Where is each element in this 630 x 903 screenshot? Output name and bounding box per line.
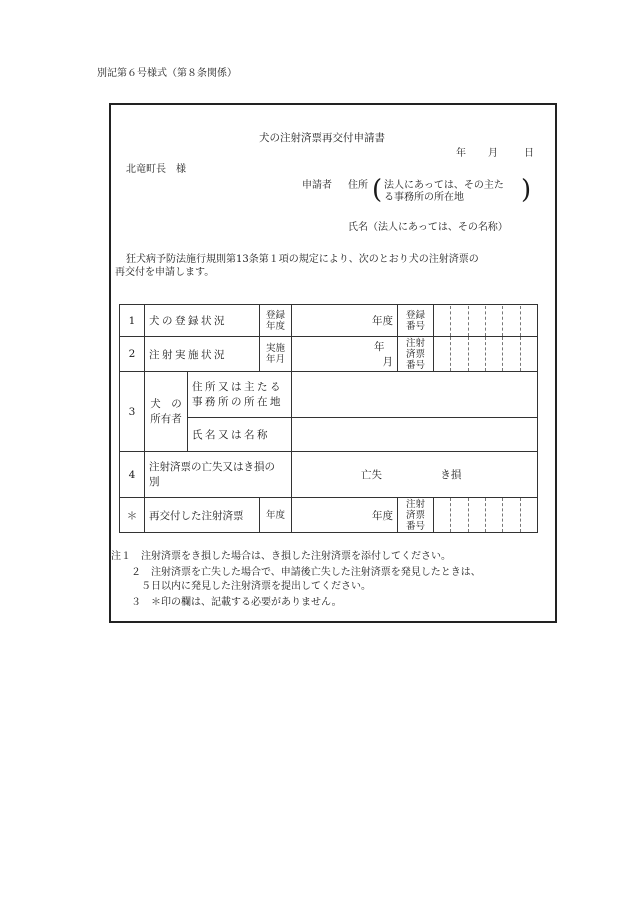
name-label[interactable]: 氏名（法人にあっては、その名称）: [348, 222, 508, 233]
code-label: 登録 番号: [398, 305, 434, 337]
tag-number-field[interactable]: [434, 337, 538, 372]
owner-name-label: 氏名又は名称: [188, 418, 292, 452]
note-2: ２ 注射済票を亡失した場合で、申請後亡失した注射済票を発見したときは、: [131, 567, 481, 578]
code-label: 注射 済票 番号: [398, 498, 434, 533]
date-year[interactable]: 年: [456, 148, 466, 159]
row-label: 犬の登録状況: [145, 305, 260, 337]
address-input-area[interactable]: [348, 206, 538, 218]
registration-year-field[interactable]: 年度: [292, 305, 398, 337]
row-number: 4: [120, 452, 145, 498]
table-row: [120, 372, 538, 418]
row-label: 注射済票の亡失又はき損の 別: [145, 452, 292, 498]
row-number: 2: [120, 337, 145, 372]
registration-number-field[interactable]: [434, 305, 538, 337]
sub-label: 年度: [260, 498, 292, 533]
address-note-1: 法人にあっては、その主た: [384, 180, 504, 191]
application-table: [119, 304, 538, 533]
date-day[interactable]: 日: [524, 148, 534, 159]
sub-label: 実施 年月: [260, 337, 292, 372]
table-row: [120, 498, 538, 533]
row-label: 注射実施状況: [145, 337, 260, 372]
body-text-1: 狂犬病予防法施行規則第13条第１項の規定により、次のとおり犬の注射済票の: [126, 254, 479, 265]
note-2-cont: ５日以内に発見した注射済票を提出してください。: [141, 581, 371, 592]
close-paren: ): [521, 175, 532, 205]
note-3: ３ ＊印の欄は、記載する必要がありません。: [131, 597, 342, 608]
open-paren: (: [372, 175, 383, 205]
table-row: [120, 305, 538, 337]
owner-name-field[interactable]: [292, 418, 538, 452]
note-1: 注１ 注射済票をき損した場合は、き損した注射済票を添付してください。: [111, 551, 451, 562]
reissued-year-field[interactable]: 年度: [292, 498, 398, 533]
form-title: 犬の注射済票再交付申請書: [259, 132, 385, 144]
option-lost[interactable]: 亡失: [361, 469, 382, 481]
owner-address-label: 住所又は主たる 事務所の所在地: [188, 372, 292, 418]
injection-date-field[interactable]: 年 月: [292, 337, 398, 372]
address-label: 住所: [348, 180, 368, 191]
code-label: 注射 済票 番号: [398, 337, 434, 372]
table-row: [120, 452, 538, 498]
reissued-number-field[interactable]: [434, 498, 538, 533]
row-number: 3: [120, 372, 145, 452]
lost-damaged-field[interactable]: [292, 452, 538, 498]
row-label: 犬 の 所有者: [145, 372, 188, 452]
row-number: 1: [120, 305, 145, 337]
applicant-label: 申請者: [302, 180, 332, 191]
address-note-2: る事務所の所在地: [384, 192, 464, 203]
table-row: [120, 337, 538, 372]
owner-address-field[interactable]: [292, 372, 538, 418]
option-damaged[interactable]: き損: [440, 469, 462, 481]
addressee: 北竜町長 様: [126, 164, 186, 175]
form-identifier: 別記第６号様式（第８条関係）: [97, 68, 237, 79]
row-label: 再交付した注射済票: [145, 498, 260, 533]
sub-label: 登録 年度: [260, 305, 292, 337]
row-number: ＊: [120, 498, 145, 533]
date-month[interactable]: 月: [488, 148, 498, 159]
body-text-2: 再交付を申請します。: [115, 267, 215, 278]
